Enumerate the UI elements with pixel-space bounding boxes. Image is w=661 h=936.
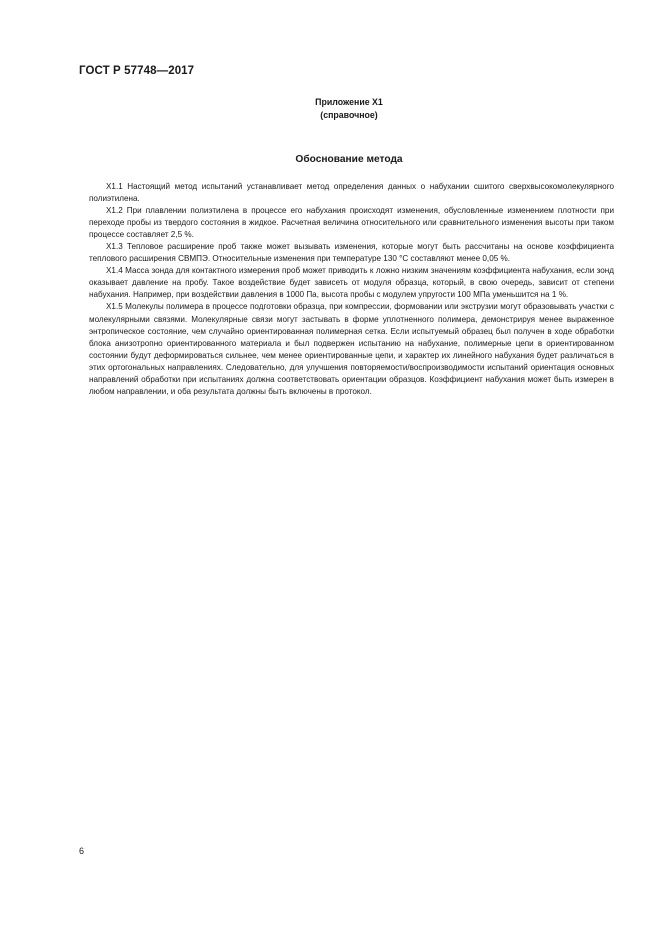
paragraph-x1-3: Х1.3 Тепловое расширение проб также может вызывать изменения, которые могут быть рассчитаны на основе коэффициента теплового расширения СВМПЭ. Относительные изменения при температуре 130 °С составляют менее 0,05 %.	[89, 242, 614, 264]
page-number: 6	[79, 846, 85, 856]
paragraph-x1-2: Х1.2 При плавлении полиэтилена в процессе его набухания происходят изменения, обусловленные изменением плотности при переходе пробы из твердого состояния в жидкое. Расчетная величина относительного или сравнительного изменения высоты при таком процессе составляет 2,5 %.	[89, 206, 614, 240]
section-title: Обоснование метода	[295, 154, 403, 165]
paragraph-x1-4: Х1.4 Масса зонда для контактного измерения проб может приводить к ложно низким значениям коэффициента набухания, если зонд оказывает давление на пробу. Такое воздействие будет зависеть от модуля образца, который, в свою очередь, зависит от степени набухания. Например, при воздействии давления в 1000 Па, высота пробы с модулем упругости 100 МПа уменьшится на 1 %.	[89, 266, 614, 300]
annex-note: (справочное)	[320, 110, 378, 120]
body-text	[89, 181, 614, 398]
annex-title: Приложение Х1	[315, 97, 383, 107]
document-code: ГОСТ Р 57748—2017	[79, 65, 195, 77]
paragraph-x1-1: Х1.1 Настоящий метод испытаний устанавливает метод определения данных о набухании сшитого сверхвысокомолекулярного полиэтилена.	[89, 182, 614, 204]
paragraph-x1-5: Х1.5 Молекулы полимера в процессе подготовки образца, при компрессии, формовании или экструзии могут образовывать участки с молекулярными связями. Молекулярные связи могут застывать в форме уплотненного полимера, демонстрируя менее выраженное энтропическое состояние, чем случайно ориентированная полимерная сетка. Если испытуемый образец был получен в ходе обработки блока анизотропно ориентированного материала и был подвержен испытанию на набухание, полимерные цепи в ориентированном состоянии будут деформироваться сильнее, чем менее ориентированные цепи, и характер их линейного набухания будет различаться в этих ортогональных направлениях. Следовательно, для улучшения повторяемости/воспроизводимости испытаний ориентация основных направлений обработки при испытаниях должна соответствовать ориентации образцов. Коэффициент набухания может быть измерен в любом направлении, и оба результата должны быть включены в протокол.	[89, 302, 614, 396]
